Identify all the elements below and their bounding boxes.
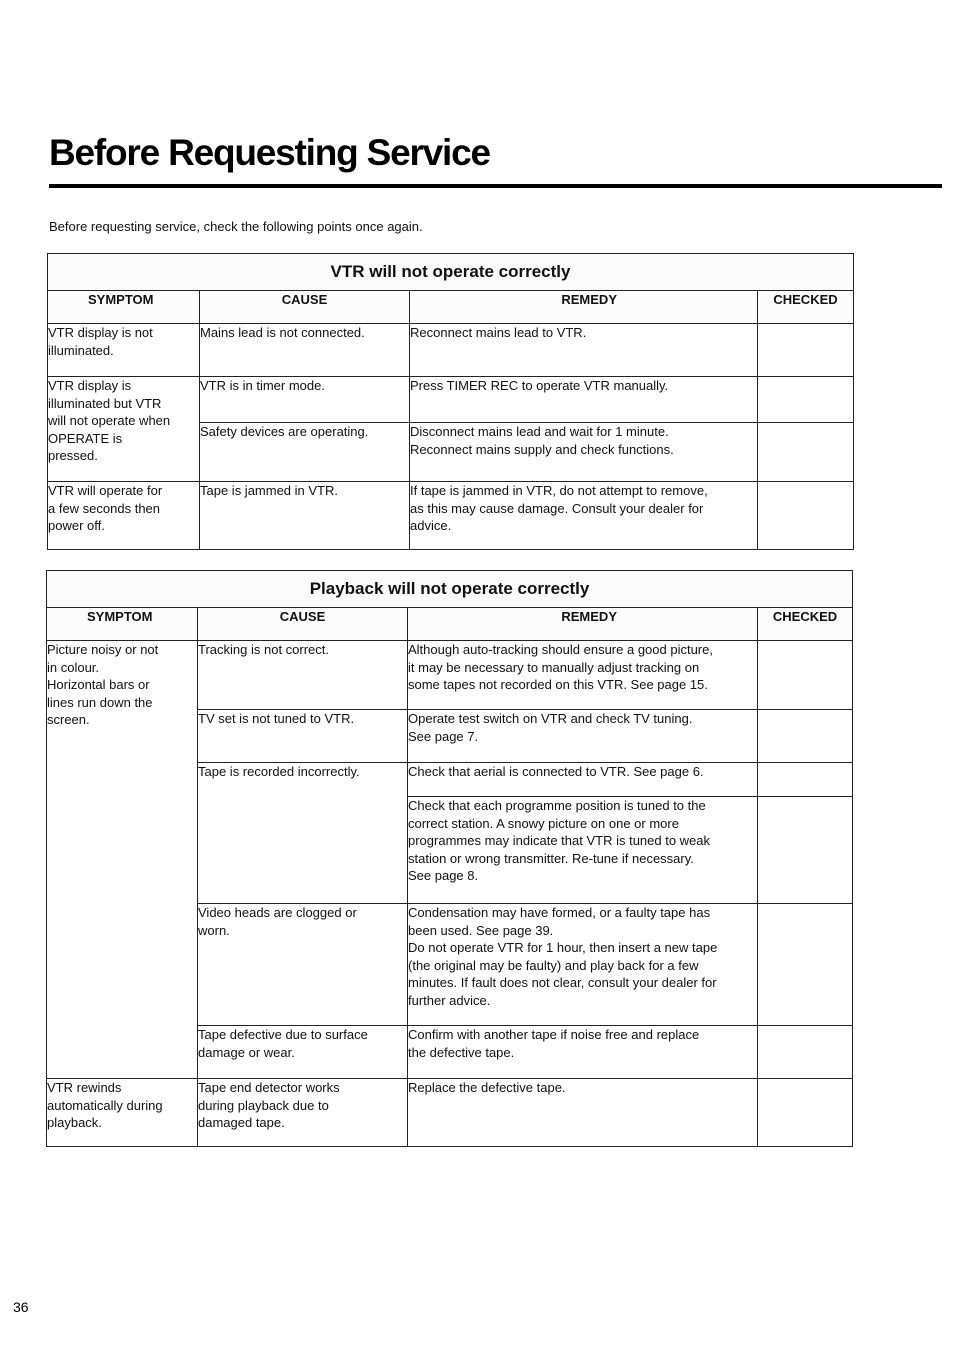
table-row xyxy=(48,482,854,550)
remedy-cell: Confirm with another tape if noise free and replace the defective tape. xyxy=(408,1026,758,1079)
remedy-cell: Press TIMER REC to operate VTR manually. xyxy=(410,377,758,423)
section-heading: Playback will not operate correctly xyxy=(47,571,853,608)
cause-cell: Tape is recorded incorrectly. xyxy=(198,763,408,904)
remedy-cell: Operate test switch on VTR and check TV tuning. See page 7. xyxy=(408,710,758,763)
table-vtr-not-operating xyxy=(47,253,854,550)
remedy-cell: Check that aerial is connected to VTR. See page 6. xyxy=(408,763,758,797)
symptom-cell: Picture noisy or not in colour. Horizontal bars or lines run down the screen. xyxy=(47,641,198,1079)
page-number: 36 xyxy=(13,1299,29,1315)
table-row xyxy=(48,377,854,423)
cause-cell: Tape end detector works during playback due to damaged tape. xyxy=(198,1079,408,1147)
cause-cell: Mains lead is not connected. xyxy=(200,324,410,377)
symptom-cell: VTR display is illuminated but VTR will not operate when OPERATE is pressed. xyxy=(48,377,200,482)
cause-cell: VTR is in timer mode. xyxy=(200,377,410,423)
column-header-row xyxy=(48,291,854,324)
cause-header: CAUSE xyxy=(200,291,410,324)
cause-header: CAUSE xyxy=(198,608,408,641)
remedy-cell: If tape is jammed in VTR, do not attempt to remove, as this may cause damage. Consult your dealer for advice. xyxy=(410,482,758,550)
symptom-cell: VTR will operate for a few seconds then power off. xyxy=(48,482,200,550)
cause-cell: Tape defective due to surface damage or wear. xyxy=(198,1026,408,1079)
remedy-cell: Replace the defective tape. xyxy=(408,1079,758,1147)
remedy-header: REMEDY xyxy=(408,608,758,641)
checked-box[interactable] xyxy=(758,324,854,377)
remedy-header: REMEDY xyxy=(410,291,758,324)
checked-header: CHECKED xyxy=(758,608,853,641)
checked-box[interactable] xyxy=(758,710,853,763)
checked-box[interactable] xyxy=(758,482,854,550)
checked-box[interactable] xyxy=(758,377,854,423)
remedy-cell: Check that each programme position is tuned to the correct station. A snowy picture on one or more programmes may indicate that VTR is tuned to weak station or wrong transmitter. Re-tune if necessary. See page 8. xyxy=(408,797,758,904)
title-rule xyxy=(49,184,942,188)
checked-box[interactable] xyxy=(758,797,853,904)
remedy-cell: Condensation may have formed, or a faulty tape has been used. See page 39. Do not operate VTR for 1 hour, then insert a new tape (the original may be faulty) and play back for a few minutes. If fault does not clear, consult your dealer for further advice. xyxy=(408,904,758,1026)
intro-text: Before requesting service, check the following points once again. xyxy=(49,219,423,234)
checked-box[interactable] xyxy=(758,1026,853,1079)
table-row xyxy=(47,641,853,710)
cause-cell: TV set is not tuned to VTR. xyxy=(198,710,408,763)
remedy-cell: Although auto-tracking should ensure a good picture, it may be necessary to manually adjust tracking on some tapes not recorded on this VTR. See page 15. xyxy=(408,641,758,710)
cause-cell: Tracking is not correct. xyxy=(198,641,408,710)
table-playback-not-operating xyxy=(46,570,853,1147)
cause-cell: Safety devices are operating. xyxy=(200,423,410,482)
section-heading: VTR will not operate correctly xyxy=(48,254,854,291)
checked-box[interactable] xyxy=(758,423,854,482)
cause-cell: Tape is jammed in VTR. xyxy=(200,482,410,550)
checked-box[interactable] xyxy=(758,763,853,797)
remedy-cell: Disconnect mains lead and wait for 1 minute. Reconnect mains supply and check functions. xyxy=(410,423,758,482)
page-title: Before Requesting Service xyxy=(49,132,490,173)
symptom-header: SYMPTOM xyxy=(47,608,198,641)
remedy-cell: Reconnect mains lead to VTR. xyxy=(410,324,758,377)
checked-box[interactable] xyxy=(758,904,853,1026)
symptom-header: SYMPTOM xyxy=(48,291,200,324)
checked-box[interactable] xyxy=(758,1079,853,1147)
checked-box[interactable] xyxy=(758,641,853,710)
symptom-cell: VTR rewinds automatically during playback. xyxy=(47,1079,198,1147)
cause-cell: Video heads are clogged or worn. xyxy=(198,904,408,1026)
checked-header: CHECKED xyxy=(758,291,854,324)
column-header-row xyxy=(47,608,853,641)
table-row xyxy=(47,1079,853,1147)
table-row xyxy=(48,324,854,377)
symptom-cell: VTR display is not illuminated. xyxy=(48,324,200,377)
